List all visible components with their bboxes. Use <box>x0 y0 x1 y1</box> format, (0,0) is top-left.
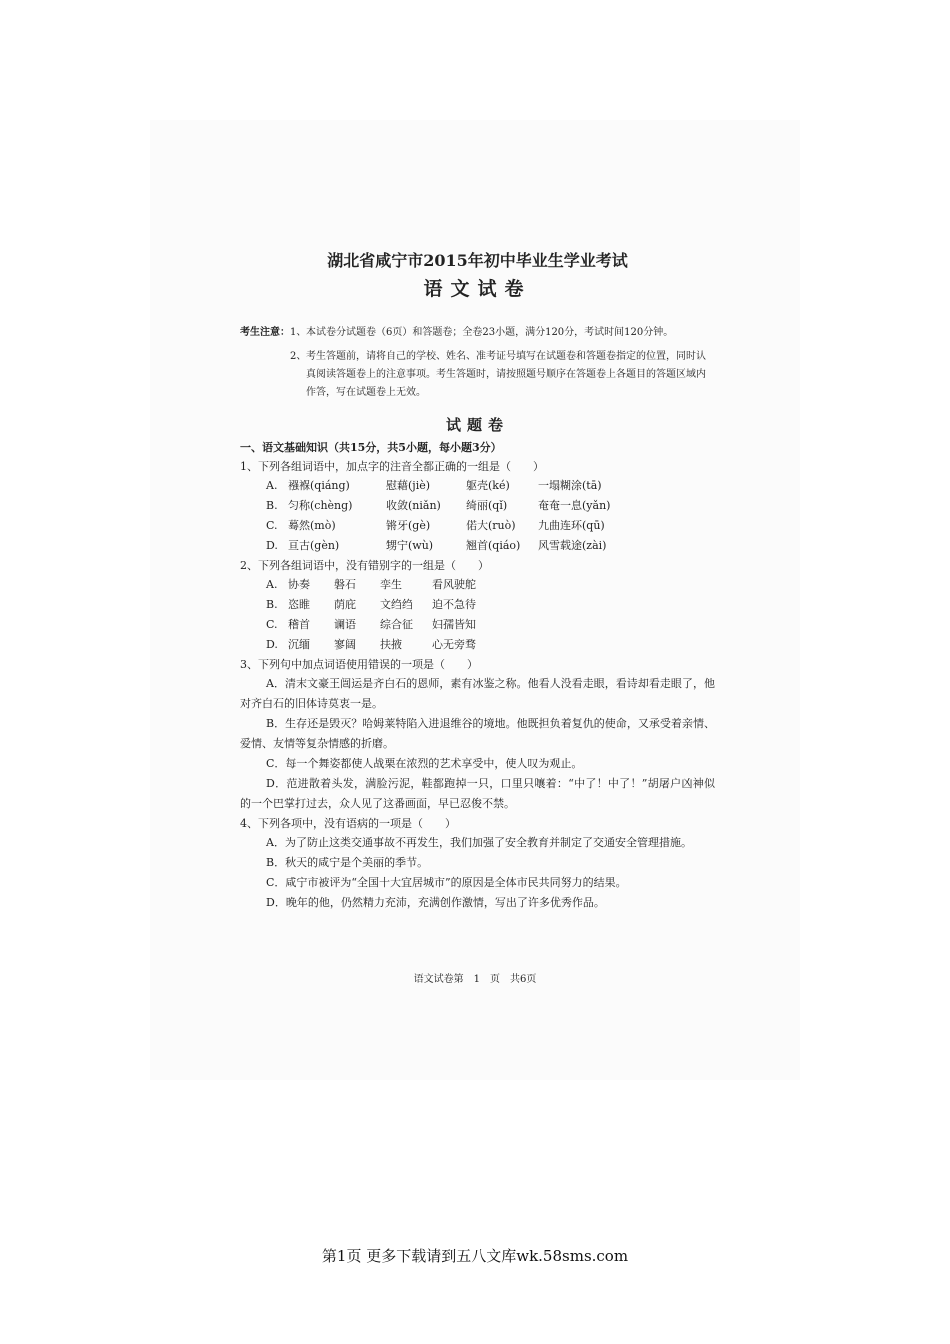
option-label: C. <box>266 519 278 532</box>
option-word: 综合征 <box>380 618 413 631</box>
option-word: 孪生 <box>380 578 402 591</box>
question-1-option-b <box>240 496 715 516</box>
option-word: 慰藉(jiè) <box>386 479 431 492</box>
candidate-notice <box>240 324 715 408</box>
option-word: 奄奄一息(yǎn) <box>538 499 611 512</box>
option-word: 翘首(qiáo) <box>466 539 521 552</box>
option-word: 匀称(chèng) <box>288 499 353 512</box>
option-word: 文绉绉 <box>380 598 413 611</box>
question-2-option-c <box>240 615 715 635</box>
option-word: 躯壳(ké) <box>466 479 510 492</box>
notice-item-text: 考生答题前，请将自己的学校、姓名、准考证号填写在试题卷和答题卷指定的位置，同时认真阅读答题卷上的注意事项。考生答题时，请按照题号顺序在答题卷上各题目的答题区域内作答，写在试题卷上无效。 <box>306 351 706 398</box>
question-4-option-d: D．晚年的他，仍然精力充沛，充满创作激情，写出了许多优秀作品。 <box>266 896 605 909</box>
notice-item <box>290 324 715 342</box>
download-site-footer: 第1页 更多下载请到五八文库wk.58sms.com <box>321 1247 629 1265</box>
option-word: 亘古(gèn) <box>288 539 340 552</box>
option-word: 磐石 <box>334 578 356 591</box>
page-number-footer: 语文试卷第 1 页 共6页 <box>413 974 537 985</box>
question-4-stem: 4、下列各项中，没有语病的一项是（ ） <box>240 817 456 830</box>
option-word: 锵牙(gè) <box>386 519 431 532</box>
option-label: A. <box>266 578 278 591</box>
exam-title: 湖北省咸宁市2015年初中毕业生学业考试 <box>327 251 628 270</box>
option-word: 寥阔 <box>334 638 356 651</box>
question-3-option-c: C．每一个舞姿都使人战栗在浓烈的艺术享受中，使人叹为观止。 <box>266 757 583 770</box>
option-word: 一塌糊涂(tā) <box>538 479 602 492</box>
option-word: 恣睢 <box>288 598 310 611</box>
option-label: A. <box>266 479 278 492</box>
option-word: 荫庇 <box>334 598 356 611</box>
question-4-option-a: A．为了防止这类交通事故不再发生，我们加强了安全教育并制定了交通安全管理措施。 <box>266 836 692 849</box>
option-word: 蓦然(mò) <box>288 519 336 532</box>
option-word: 沉缅 <box>288 638 310 651</box>
option-word: 妇孺皆知 <box>432 618 476 631</box>
option-word: 迫不急待 <box>432 598 476 611</box>
notice-item-text: 本试卷分试题卷（6页）和答题卷；全卷23小题，满分120分，考试时间120分钟。 <box>306 327 674 338</box>
option-word: 绮丽(qǐ) <box>466 499 508 512</box>
option-label: D. <box>266 539 278 552</box>
option-word: 心无旁骛 <box>432 638 476 651</box>
question-2-option-b <box>240 595 715 615</box>
question-2-stem: 2、下列各组词语中，没有错别字的一组是（ ） <box>240 559 489 572</box>
notice-item <box>290 348 715 402</box>
option-word: 甥宁(wù) <box>386 539 434 552</box>
option-word: 看风驶舵 <box>432 578 476 591</box>
option-word: 稽首 <box>288 618 310 631</box>
option-word: 襁褓(qiáng) <box>288 479 350 492</box>
exam-subtitle: 语文试卷 <box>423 278 532 300</box>
notice-label: 考生注意： <box>240 327 290 338</box>
question-2-option-a <box>240 575 715 595</box>
question-1-option-d <box>240 536 715 556</box>
question-3-option-a: A．清末文豪王闿运是齐白石的恩师，素有冰鉴之称。他看人没看走眼，看诗却看走眼了，他对齐白石的旧体诗莫衷一是。 <box>240 677 715 710</box>
question-1-stem: 1、下列各组词语中，加点字的注音全都正确的一组是（ ） <box>240 460 544 473</box>
notice-items <box>290 324 715 408</box>
question-3-stem: 3、下列句中加点词语使用错误的一项是（ ） <box>240 658 478 671</box>
question-4-option-b: B．秋天的咸宁是个美丽的季节。 <box>266 856 429 869</box>
option-word: 扶掖 <box>380 638 402 651</box>
option-label: C. <box>266 618 278 631</box>
option-word: 谰语 <box>334 618 356 631</box>
option-word: 收敛(niǎn) <box>386 499 441 512</box>
notice-item-number: 1、 <box>290 327 307 338</box>
option-word: 偌大(ruò) <box>466 519 516 532</box>
question-1-option-a <box>240 476 715 496</box>
notice-item-number: 2、 <box>290 351 307 362</box>
question-2-option-d <box>240 635 715 655</box>
section-title: 试题卷 <box>445 416 509 434</box>
part-title: 一、语文基础知识（共15分，共5小题，每小题3分） <box>240 441 502 454</box>
option-label: B. <box>266 598 278 611</box>
option-word: 协奏 <box>288 578 310 591</box>
question-3-option-d: D．范进散着头发，满脸污泥，鞋都跑掉一只，口里只嚷着：“中了！中了！”胡屠户凶神似的一个巴掌打过去，众人见了这番画面，早已忍俊不禁。 <box>240 777 715 810</box>
option-label: D. <box>266 638 278 651</box>
option-word: 九曲连环(qū) <box>538 519 605 532</box>
question-1-option-c <box>240 516 715 536</box>
option-label: B. <box>266 499 278 512</box>
option-word: 风雪载途(zài) <box>538 539 607 552</box>
question-4-option-c: C．咸宁市被评为“全国十大宜居城市”的原因是全体市民共同努力的结果。 <box>266 876 627 889</box>
exam-paper <box>240 250 715 913</box>
question-3-option-b: B．生存还是毁灭？哈姆莱特陷入进退维谷的境地。他既担负着复仇的使命，又承受着亲情、爱情、友情等复杂情感的折磨。 <box>240 717 715 750</box>
